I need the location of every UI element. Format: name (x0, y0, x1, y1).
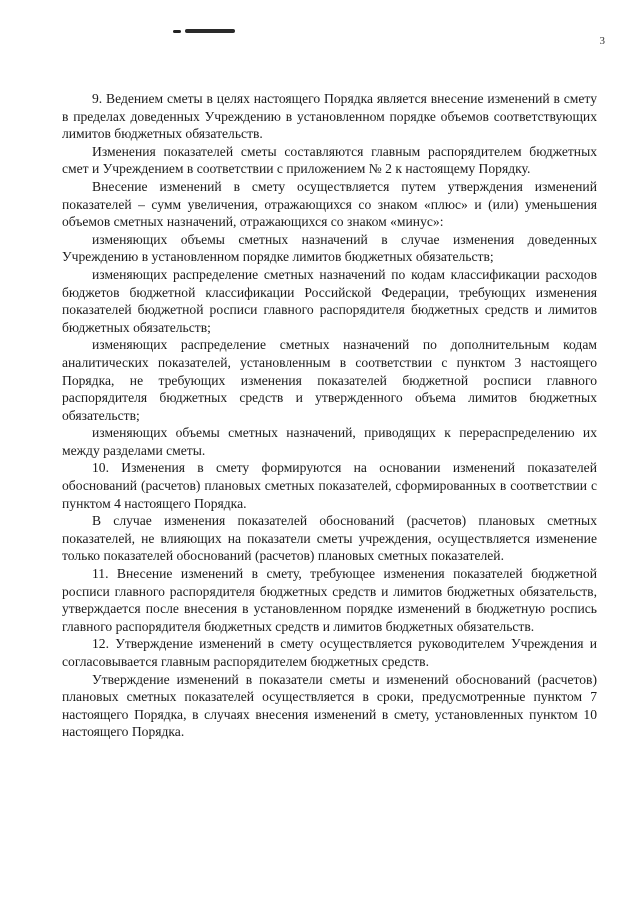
paragraph-12: 12. Утверждение изменений в смету осуществляется руководителем Учреждения и согласовывается главным распорядителем бюджетных средств. (62, 636, 597, 669)
paragraph-justifications: В случае изменения показателей обоснований (расчетов) плановых сметных показателей, не влияющих на показатели сметы учреждения, осуществляется изменение только показателей обоснований (расчетов) плановых сметных показателей. (62, 513, 597, 564)
paragraph-approval: Утверждение изменений в показатели сметы и изменений обоснований (расчетов) плановых сметных показателей осуществляется в сроки, предусмотренные пунктом 7 настоящего Порядка, в случаях внесения изменений в смету, установленных пунктом 10 настоящего Порядка. (62, 671, 597, 740)
paragraph-changes-prepared: Изменения показателей сметы составляются главным распорядителем бюджетных смет и Учреждением в соответствии с приложением № 2 к настоящему Порядку. (62, 143, 597, 177)
paragraph-10: 10. Изменения в смету формируются на основании изменений показателей обоснований (расчетов) плановых сметных показателей, сформированных в соответствии с пунктом 4 настоящего Порядка. (62, 460, 597, 511)
list-item-analytic-codes: изменяющих распределение сметных назначений по дополнительным кодам аналитических показателей, установленным в соответствии с пунктом 3 настоящего Порядка, не требующих изменения показателей бюджетной росписи главного распорядителя бюджетных средств и утвержденного объема лимитов бюджетных обязательств; (62, 337, 597, 423)
paragraph-changes-procedure: Внесение изменений в смету осуществляется путем утверждения изменений показателей – сумм увеличения, отражающихся со знаком «плюс» и (или) уменьшения объемов сметных назначений, отражающихся со знаком «минус»: (62, 178, 597, 230)
document-body (62, 90, 597, 741)
paragraph-11: 11. Внесение изменений в смету, требующее изменения показателей бюджетной росписи главного распорядителя бюджетных средств и лимитов бюджетных обязательств, утверждается после внесения в установленном порядке изменений в бюджетную роспись главного распорядителя бюджетных средств и лимитов бюджетных обязательств. (62, 566, 597, 634)
paragraph-9: 9. Ведением сметы в целях настоящего Порядка является внесение изменений в смету в пределах доведенных Учреждению в установленном порядке объемов соответствующих лимитов бюджетных обязательств. (62, 91, 597, 142)
scan-artifact-mark (173, 28, 235, 34)
list-item-volumes: изменяющих объемы сметных назначений в случае изменения доведенных Учреждению в установленном порядке лимитов бюджетных обязательств; (62, 231, 597, 265)
page-number: 3 (599, 35, 605, 47)
list-item-classification: изменяющих распределение сметных назначений по кодам классификации расходов бюджетов бюджетной классификации Российской Федерации, требующих изменения показателей бюджетной росписи главного распорядителя бюджетных средств и лимитов бюджетных обязательств; (62, 266, 597, 335)
list-item-redistribution: изменяющих объемы сметных назначений, приводящих к перераспределению их между разделами сметы. (62, 425, 597, 458)
